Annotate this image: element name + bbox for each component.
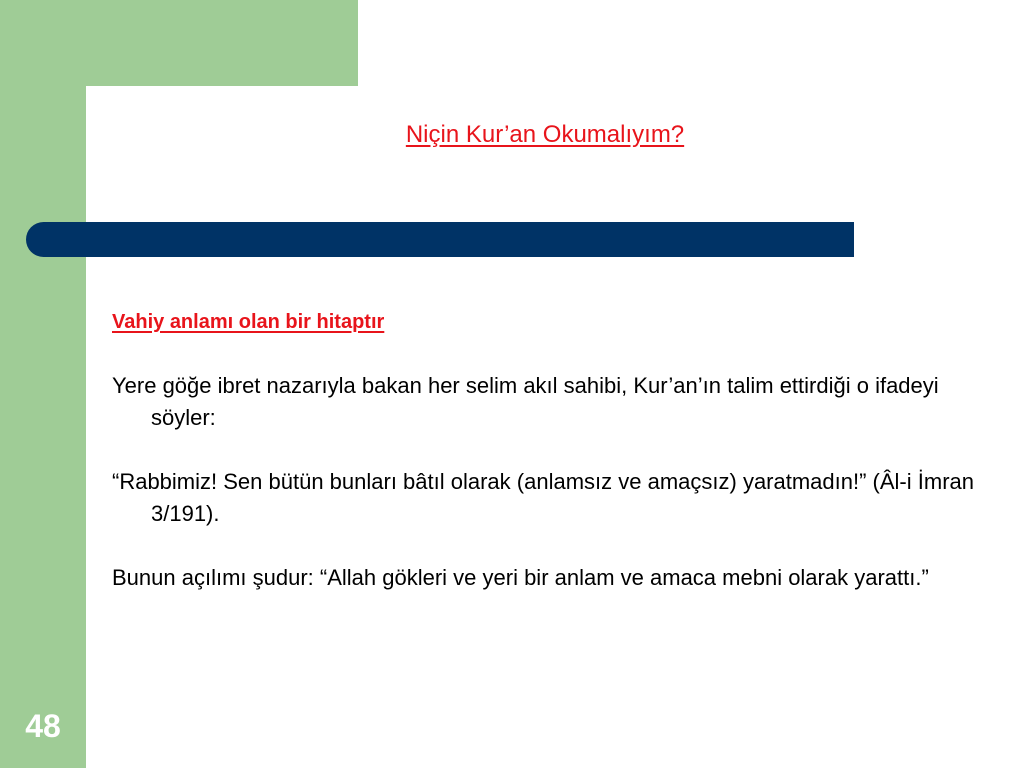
green-frame-left	[0, 0, 86, 768]
paragraph-1: Yere göğe ibret nazarıyla bakan her selim akıl sahibi, Kur’an’ın talim ettirdiği o ifadeyi söyler:	[112, 373, 939, 430]
paragraph-2: “Rabbimiz! Sen bütün bunları bâtıl olarak (anlamsız ve amaçsız) yaratmadın!” (Âl-i İmran 3/191).	[112, 469, 974, 526]
slide-body	[112, 306, 992, 626]
slide-title: Niçin Kur’an Okumalıyım?	[405, 121, 685, 148]
page-number: 48	[25, 708, 61, 744]
slide-subtitle: Vahiy anlamı olan bir hitaptır	[112, 311, 385, 333]
green-frame-top	[0, 0, 358, 86]
paragraph-3: Bunun açılımı şudur: “Allah gökleri ve yeri bir anlam ve amaca mebni olarak yarattı.”	[112, 565, 929, 590]
title-divider-bar	[26, 222, 854, 257]
